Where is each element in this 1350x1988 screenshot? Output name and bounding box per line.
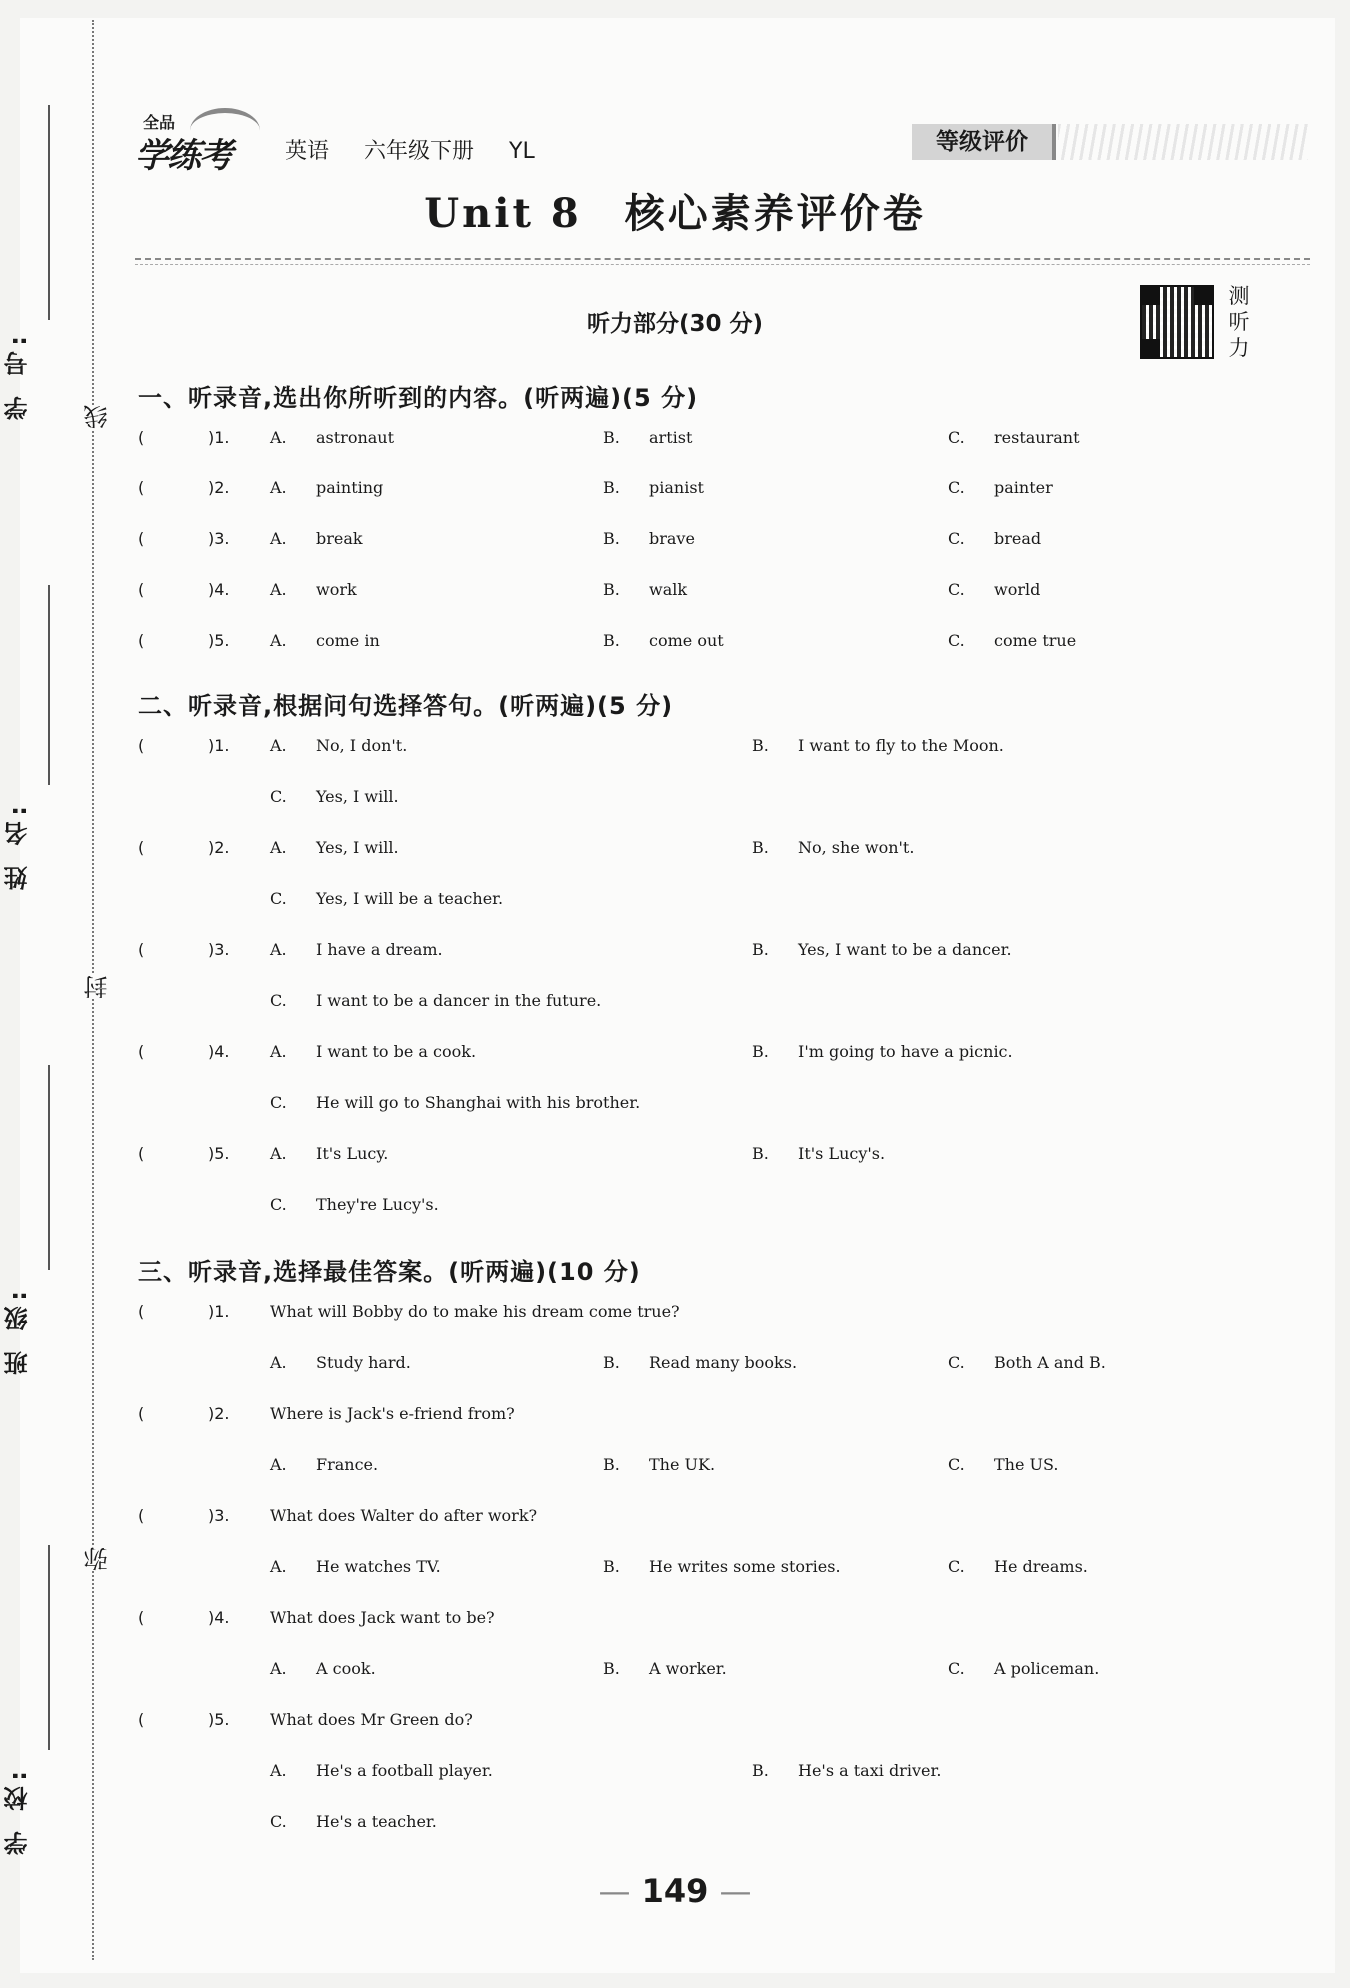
- option-letter: A.: [270, 1659, 287, 1678]
- answer-blank[interactable]: (: [138, 1710, 145, 1729]
- question-number: )3.: [208, 529, 230, 548]
- option-text: astronaut: [316, 428, 395, 447]
- option-text: France.: [316, 1455, 379, 1474]
- option-text: walk: [649, 580, 688, 599]
- option-letter: C.: [948, 1455, 965, 1474]
- question-number: )5.: [208, 631, 230, 650]
- answer-blank[interactable]: (: [138, 529, 145, 548]
- answer-blank[interactable]: (: [138, 478, 145, 497]
- option-b: [752, 940, 1012, 959]
- answer-blank[interactable]: (: [138, 631, 145, 650]
- option-letter: C.: [948, 580, 965, 599]
- option-letter: A.: [270, 428, 287, 447]
- option-b: [603, 580, 687, 599]
- logo-top-text: 全品: [143, 113, 176, 132]
- option-letter: A.: [270, 478, 287, 497]
- seal-char-close: 弥: [80, 1547, 108, 1571]
- option-letter: C.: [948, 631, 965, 650]
- option-text: pianist: [649, 478, 704, 497]
- option-text: He writes some stories.: [649, 1557, 841, 1576]
- question-stem: What does Walter do after work?: [270, 1506, 538, 1525]
- assessment-tag: 等级评价: [912, 124, 1056, 160]
- answer-blank[interactable]: (: [138, 1506, 145, 1525]
- question-number: )4.: [208, 580, 230, 599]
- question-stem: What will Bobby do to make his dream come true?: [270, 1302, 680, 1321]
- option-a: [270, 1659, 376, 1678]
- option-letter: B.: [603, 478, 620, 497]
- listening-section-heading: 听力部分(30 分): [586, 311, 764, 337]
- option-letter: B.: [603, 1455, 620, 1474]
- option-b: [752, 1144, 885, 1163]
- option-b: [603, 428, 692, 447]
- option-letter: B.: [603, 631, 620, 650]
- page-dash-left: —: [598, 1872, 631, 1910]
- answer-blank[interactable]: (: [138, 940, 145, 959]
- question-number: )1.: [208, 428, 230, 447]
- seal-char-seal: 封: [80, 975, 108, 999]
- option-text: painter: [994, 478, 1053, 497]
- option-text: I want to be a cook.: [316, 1042, 477, 1061]
- option-text: restaurant: [994, 428, 1080, 447]
- option-c: [270, 1093, 640, 1112]
- option-b: [603, 1557, 841, 1576]
- option-text: world: [994, 580, 1041, 599]
- option-a: [270, 478, 383, 497]
- answer-blank[interactable]: (: [138, 1144, 145, 1163]
- edition-label: YL: [509, 139, 535, 164]
- option-text: He's a taxi driver.: [798, 1761, 942, 1780]
- answer-blank[interactable]: (: [138, 736, 145, 755]
- option-letter: C.: [948, 529, 965, 548]
- answer-blank[interactable]: (: [138, 580, 145, 599]
- option-a: [270, 838, 399, 857]
- option-text: I want to be a dancer in the future.: [316, 991, 602, 1010]
- option-letter: B.: [752, 838, 769, 857]
- option-a: [270, 1144, 388, 1163]
- option-text: No, she won't.: [798, 838, 915, 857]
- qr-caption: [1226, 283, 1252, 361]
- option-text: He's a football player.: [316, 1761, 493, 1780]
- option-letter: A.: [270, 580, 287, 599]
- option-c: [948, 478, 1053, 497]
- option-a: [270, 1761, 493, 1780]
- title-divider: [135, 258, 1310, 260]
- question-stem: Where is Jack's e-friend from?: [270, 1404, 515, 1423]
- option-a: [270, 580, 357, 599]
- option-letter: B.: [752, 1144, 769, 1163]
- option-text: I want to fly to the Moon.: [798, 736, 1004, 755]
- option-a: [270, 428, 394, 447]
- seal-char-line: 线: [80, 405, 108, 429]
- option-a: [270, 1353, 411, 1372]
- option-a: [270, 1042, 476, 1061]
- option-b: [603, 478, 704, 497]
- page-number: [0, 1872, 1350, 1910]
- option-text: A worker.: [649, 1659, 727, 1678]
- book-info: [285, 134, 563, 165]
- option-letter: C.: [948, 1353, 965, 1372]
- option-text: come true: [994, 631, 1077, 650]
- answer-blank[interactable]: (: [138, 1404, 145, 1423]
- option-text: He will go to Shanghai with his brother.: [316, 1093, 641, 1112]
- option-b: [603, 529, 695, 548]
- option-letter: C.: [948, 478, 965, 497]
- option-letter: B.: [752, 1042, 769, 1061]
- option-b: [752, 1042, 1013, 1061]
- option-text: The UK.: [649, 1455, 716, 1474]
- option-text: I'm going to have a picnic.: [798, 1042, 1013, 1061]
- option-letter: A.: [270, 1455, 287, 1474]
- option-text: He dreams.: [994, 1557, 1088, 1576]
- option-b: [752, 736, 1004, 755]
- subject-label: 英语: [285, 139, 330, 164]
- option-letter: A.: [270, 838, 287, 857]
- answer-blank[interactable]: (: [138, 838, 145, 857]
- option-text: work: [316, 580, 357, 599]
- option-text: Yes, I want to be a dancer.: [798, 940, 1012, 959]
- title-divider-secondary: [135, 264, 1310, 265]
- option-text: Read many books.: [649, 1353, 798, 1372]
- publisher-logo: [135, 110, 260, 176]
- option-letter: B.: [752, 1761, 769, 1780]
- part1-title: 一、听录音,选出你所听到的内容。(听两遍)(5 分): [138, 384, 699, 412]
- option-c: [270, 991, 601, 1010]
- option-letter: A.: [270, 1144, 287, 1163]
- option-text: break: [316, 529, 363, 548]
- part3-title: 三、听录音,选择最佳答案。(听两遍)(10 分): [138, 1258, 641, 1286]
- question-stem: What does Mr Green do?: [270, 1710, 473, 1729]
- option-letter: A.: [270, 1761, 287, 1780]
- option-text: Study hard.: [316, 1353, 411, 1372]
- option-c: [948, 1557, 1088, 1576]
- part2-title: 二、听录音,根据问句选择答句。(听两遍)(5 分): [138, 692, 674, 720]
- option-text: They're Lucy's.: [316, 1195, 439, 1214]
- option-b: [752, 838, 914, 857]
- option-letter: A.: [270, 1042, 287, 1061]
- option-a: [270, 1557, 441, 1576]
- question-number: )4.: [208, 1608, 230, 1627]
- option-text: A cook.: [316, 1659, 376, 1678]
- option-text: A policeman.: [994, 1659, 1100, 1678]
- page-dash-right: —: [719, 1872, 752, 1910]
- question-number: )3.: [208, 1506, 230, 1525]
- question-number: )5.: [208, 1710, 230, 1729]
- question-stem: What does Jack want to be?: [270, 1608, 495, 1627]
- option-b: [603, 1659, 727, 1678]
- question-number: )5.: [208, 1144, 230, 1163]
- option-letter: C.: [270, 787, 287, 806]
- option-c: [270, 787, 399, 806]
- option-a: [270, 1455, 378, 1474]
- class-blank[interactable]: [48, 1065, 50, 1270]
- option-letter: B.: [603, 1557, 620, 1576]
- option-letter: C.: [948, 428, 965, 447]
- option-text: He's a teacher.: [316, 1812, 437, 1831]
- option-text: Yes, I will.: [316, 787, 399, 806]
- option-a: [270, 736, 407, 755]
- option-letter: B.: [603, 1659, 620, 1678]
- qr-code-icon[interactable]: [1140, 285, 1214, 359]
- student-number-label: 学 号:: [4, 330, 32, 420]
- student-name-blank[interactable]: [48, 585, 50, 785]
- option-text: The US.: [994, 1455, 1059, 1474]
- option-letter: C.: [270, 1093, 287, 1112]
- option-text: It's Lucy.: [316, 1144, 389, 1163]
- option-text: Yes, I will.: [316, 838, 399, 857]
- option-text: bread: [994, 529, 1042, 548]
- option-letter: B.: [752, 736, 769, 755]
- student-name-label: 姓 名:: [4, 800, 32, 890]
- question-number: )2.: [208, 1404, 230, 1423]
- option-c: [948, 631, 1076, 650]
- option-letter: A.: [270, 1353, 287, 1372]
- qr-caption-char: 力: [1228, 336, 1250, 360]
- option-letter: C.: [270, 889, 287, 908]
- question-number: )1.: [208, 736, 230, 755]
- option-a: [270, 940, 443, 959]
- option-letter: C.: [948, 1557, 965, 1576]
- option-letter: C.: [948, 1659, 965, 1678]
- option-b: [603, 631, 724, 650]
- option-text: He watches TV.: [316, 1557, 441, 1576]
- option-letter: A.: [270, 529, 287, 548]
- question-number: )2.: [208, 838, 230, 857]
- tag-stripes: [1058, 124, 1308, 160]
- option-text: It's Lucy's.: [798, 1144, 886, 1163]
- option-b: [752, 1761, 941, 1780]
- option-letter: A.: [270, 1557, 287, 1576]
- option-c: [948, 428, 1080, 447]
- option-c: [948, 580, 1040, 599]
- option-letter: C.: [270, 991, 287, 1010]
- option-text: artist: [649, 428, 693, 447]
- school-blank[interactable]: [48, 1545, 50, 1750]
- option-c: [948, 1659, 1099, 1678]
- option-a: [270, 529, 363, 548]
- qr-caption-char: 听: [1228, 310, 1250, 334]
- option-letter: B.: [603, 529, 620, 548]
- option-text: Yes, I will be a teacher.: [316, 889, 504, 908]
- question-number: )1.: [208, 1302, 230, 1321]
- option-letter: A.: [270, 940, 287, 959]
- option-b: [603, 1353, 797, 1372]
- option-c: [270, 1812, 437, 1831]
- option-b: [603, 1455, 715, 1474]
- page-title: Unit 8 核心素养评价卷: [424, 190, 926, 237]
- question-number: )3.: [208, 940, 230, 959]
- option-text: Both A and B.: [994, 1353, 1106, 1372]
- option-letter: B.: [752, 940, 769, 959]
- option-c: [948, 1455, 1059, 1474]
- question-number: )4.: [208, 1042, 230, 1061]
- option-text: come in: [316, 631, 380, 650]
- option-letter: C.: [270, 1195, 287, 1214]
- option-text: brave: [649, 529, 695, 548]
- answer-blank[interactable]: (: [138, 1302, 145, 1321]
- option-a: [270, 631, 380, 650]
- logo-main-text: 学练考: [135, 136, 231, 176]
- option-c: [948, 529, 1041, 548]
- qr-caption-char: 测: [1228, 284, 1250, 308]
- grade-label: 六年级下册: [364, 139, 475, 164]
- option-letter: A.: [270, 736, 287, 755]
- answer-blank[interactable]: (: [138, 1608, 145, 1627]
- option-text: No, I don't.: [316, 736, 408, 755]
- page-number-value: 149: [641, 1872, 709, 1910]
- question-number: )2.: [208, 478, 230, 497]
- option-letter: B.: [603, 428, 620, 447]
- option-text: come out: [649, 631, 724, 650]
- option-letter: C.: [270, 1812, 287, 1831]
- class-label: 班 级:: [4, 1285, 32, 1375]
- option-c: [270, 889, 503, 908]
- option-letter: A.: [270, 631, 287, 650]
- answer-blank[interactable]: (: [138, 428, 145, 447]
- option-letter: B.: [603, 580, 620, 599]
- option-c: [948, 1353, 1106, 1372]
- option-text: painting: [316, 478, 384, 497]
- school-label: 学 校:: [4, 1765, 32, 1855]
- answer-blank[interactable]: (: [138, 1042, 145, 1061]
- option-text: I have a dream.: [316, 940, 443, 959]
- option-letter: B.: [603, 1353, 620, 1372]
- option-c: [270, 1195, 439, 1214]
